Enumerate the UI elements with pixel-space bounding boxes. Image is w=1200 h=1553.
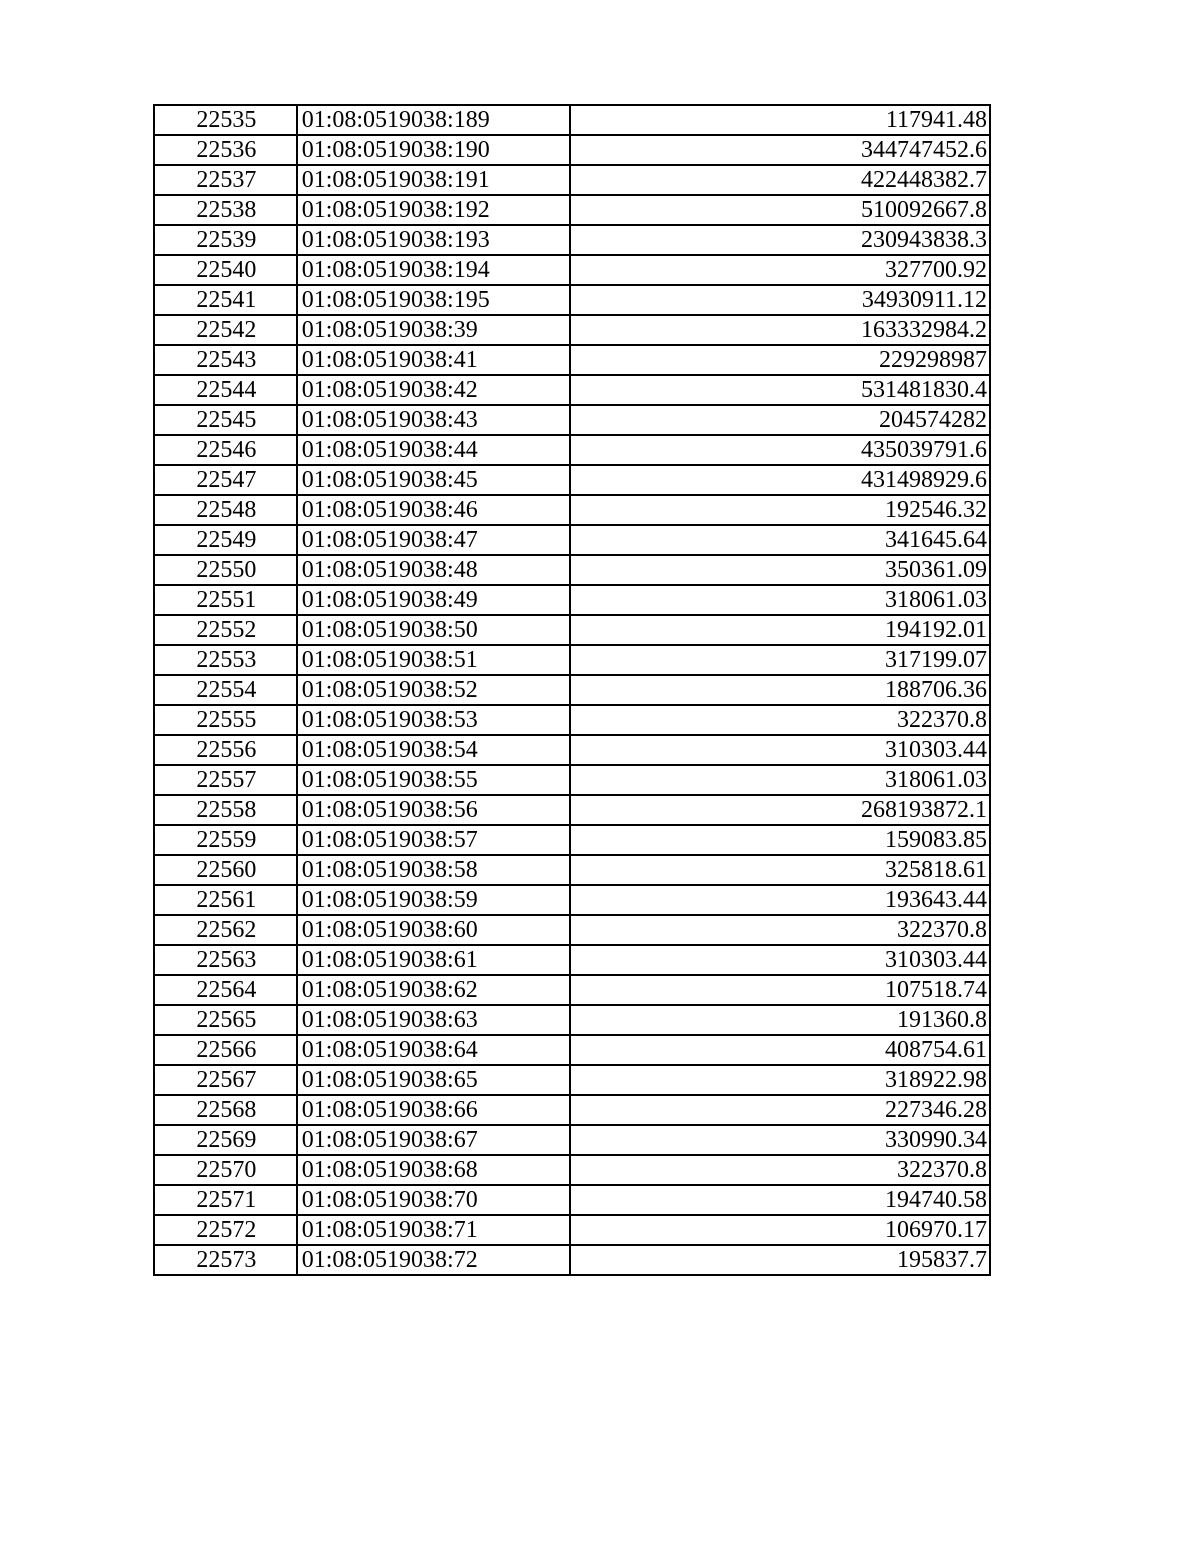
row-number-cell: 22565	[154, 1005, 297, 1035]
table-row	[154, 555, 990, 585]
value-cell: 310303.44	[570, 735, 990, 765]
value-cell: 106970.17	[570, 1215, 990, 1245]
cadastral-number-cell: 01:08:0519038:59	[297, 885, 570, 915]
value-cell: 195837.7	[570, 1245, 990, 1275]
value-cell: 344747452.6	[570, 135, 990, 165]
value-cell: 327700.92	[570, 255, 990, 285]
cadastral-number-cell: 01:08:0519038:60	[297, 915, 570, 945]
table-row	[154, 495, 990, 525]
row-number-cell: 22570	[154, 1155, 297, 1185]
cadastral-number-cell: 01:08:0519038:54	[297, 735, 570, 765]
value-cell: 322370.8	[570, 915, 990, 945]
value-cell: 422448382.7	[570, 165, 990, 195]
row-number-cell: 22538	[154, 195, 297, 225]
row-number-cell: 22541	[154, 285, 297, 315]
row-number-cell: 22573	[154, 1245, 297, 1275]
table-row	[154, 225, 990, 255]
table-row	[154, 645, 990, 675]
cadastral-number-cell: 01:08:0519038:190	[297, 135, 570, 165]
row-number-cell: 22569	[154, 1125, 297, 1155]
value-cell: 117941.48	[570, 105, 990, 135]
cadastral-number-cell: 01:08:0519038:55	[297, 765, 570, 795]
table-row	[154, 165, 990, 195]
cadastral-number-cell: 01:08:0519038:192	[297, 195, 570, 225]
cadastral-number-cell: 01:08:0519038:194	[297, 255, 570, 285]
row-number-cell: 22555	[154, 705, 297, 735]
table-row	[154, 975, 990, 1005]
table-row	[154, 1185, 990, 1215]
row-number-cell: 22554	[154, 675, 297, 705]
value-cell: 435039791.6	[570, 435, 990, 465]
table-row	[154, 1155, 990, 1185]
row-number-cell: 22548	[154, 495, 297, 525]
row-number-cell: 22537	[154, 165, 297, 195]
table-row	[154, 285, 990, 315]
cadastral-number-cell: 01:08:0519038:44	[297, 435, 570, 465]
value-cell: 531481830.4	[570, 375, 990, 405]
cadastral-number-cell: 01:08:0519038:49	[297, 585, 570, 615]
value-cell: 431498929.6	[570, 465, 990, 495]
cadastral-number-cell: 01:08:0519038:189	[297, 105, 570, 135]
table-row	[154, 195, 990, 225]
table-row	[154, 855, 990, 885]
row-number-cell: 22551	[154, 585, 297, 615]
table-row	[154, 945, 990, 975]
table-row	[154, 825, 990, 855]
cadastral-number-cell: 01:08:0519038:68	[297, 1155, 570, 1185]
value-cell: 204574282	[570, 405, 990, 435]
cadastral-number-cell: 01:08:0519038:191	[297, 165, 570, 195]
cadastral-number-cell: 01:08:0519038:42	[297, 375, 570, 405]
value-cell: 318061.03	[570, 585, 990, 615]
table-row	[154, 1245, 990, 1275]
cadastral-number-cell: 01:08:0519038:57	[297, 825, 570, 855]
row-number-cell: 22571	[154, 1185, 297, 1215]
value-cell: 194740.58	[570, 1185, 990, 1215]
value-cell: 318922.98	[570, 1065, 990, 1095]
table-row	[154, 135, 990, 165]
row-number-cell: 22562	[154, 915, 297, 945]
cadastral-number-cell: 01:08:0519038:64	[297, 1035, 570, 1065]
value-cell: 191360.8	[570, 1005, 990, 1035]
table-row	[154, 585, 990, 615]
table-row	[154, 1215, 990, 1245]
table-row	[154, 1065, 990, 1095]
table-row	[154, 465, 990, 495]
table-row	[154, 885, 990, 915]
cadastral-number-cell: 01:08:0519038:50	[297, 615, 570, 645]
value-cell: 193643.44	[570, 885, 990, 915]
value-cell: 510092667.8	[570, 195, 990, 225]
cadastral-number-cell: 01:08:0519038:48	[297, 555, 570, 585]
cadastral-number-cell: 01:08:0519038:47	[297, 525, 570, 555]
row-number-cell: 22542	[154, 315, 297, 345]
row-number-cell: 22568	[154, 1095, 297, 1125]
value-cell: 408754.61	[570, 1035, 990, 1065]
row-number-cell: 22563	[154, 945, 297, 975]
row-number-cell: 22535	[154, 105, 297, 135]
value-cell: 322370.8	[570, 705, 990, 735]
row-number-cell: 22559	[154, 825, 297, 855]
cadastral-number-cell: 01:08:0519038:195	[297, 285, 570, 315]
value-cell: 341645.64	[570, 525, 990, 555]
table-body	[154, 105, 990, 1275]
cadastral-number-cell: 01:08:0519038:41	[297, 345, 570, 375]
row-number-cell: 22556	[154, 735, 297, 765]
value-cell: 227346.28	[570, 1095, 990, 1125]
value-cell: 268193872.1	[570, 795, 990, 825]
row-number-cell: 22536	[154, 135, 297, 165]
cadastral-number-cell: 01:08:0519038:193	[297, 225, 570, 255]
row-number-cell: 22550	[154, 555, 297, 585]
cadastral-number-cell: 01:08:0519038:56	[297, 795, 570, 825]
row-number-cell: 22549	[154, 525, 297, 555]
cadastral-number-cell: 01:08:0519038:67	[297, 1125, 570, 1155]
row-number-cell: 22566	[154, 1035, 297, 1065]
cadastral-number-cell: 01:08:0519038:63	[297, 1005, 570, 1035]
table-row	[154, 405, 990, 435]
value-cell: 322370.8	[570, 1155, 990, 1185]
table-row	[154, 915, 990, 945]
row-number-cell: 22572	[154, 1215, 297, 1245]
value-cell: 325818.61	[570, 855, 990, 885]
table-row	[154, 675, 990, 705]
row-number-cell: 22540	[154, 255, 297, 285]
value-cell: 350361.09	[570, 555, 990, 585]
value-cell: 159083.85	[570, 825, 990, 855]
value-cell: 163332984.2	[570, 315, 990, 345]
row-number-cell: 22543	[154, 345, 297, 375]
value-cell: 230943838.3	[570, 225, 990, 255]
row-number-cell: 22547	[154, 465, 297, 495]
table-row	[154, 1005, 990, 1035]
cadastral-number-cell: 01:08:0519038:53	[297, 705, 570, 735]
row-number-cell: 22546	[154, 435, 297, 465]
row-number-cell: 22560	[154, 855, 297, 885]
value-cell: 310303.44	[570, 945, 990, 975]
cadastral-number-cell: 01:08:0519038:51	[297, 645, 570, 675]
value-cell: 229298987	[570, 345, 990, 375]
row-number-cell: 22557	[154, 765, 297, 795]
value-cell: 330990.34	[570, 1125, 990, 1155]
cadastral-number-cell: 01:08:0519038:70	[297, 1185, 570, 1215]
cadastral-number-cell: 01:08:0519038:52	[297, 675, 570, 705]
row-number-cell: 22564	[154, 975, 297, 1005]
cadastral-number-cell: 01:08:0519038:46	[297, 495, 570, 525]
table-row	[154, 375, 990, 405]
table-row	[154, 105, 990, 135]
row-number-cell: 22561	[154, 885, 297, 915]
table-row	[154, 795, 990, 825]
table-row	[154, 765, 990, 795]
table-row	[154, 525, 990, 555]
table-row	[154, 315, 990, 345]
row-number-cell: 22558	[154, 795, 297, 825]
value-cell: 318061.03	[570, 765, 990, 795]
value-cell: 192546.32	[570, 495, 990, 525]
row-number-cell: 22544	[154, 375, 297, 405]
cadastral-number-cell: 01:08:0519038:72	[297, 1245, 570, 1275]
cadastral-number-cell: 01:08:0519038:39	[297, 315, 570, 345]
value-cell: 194192.01	[570, 615, 990, 645]
cadastral-number-cell: 01:08:0519038:71	[297, 1215, 570, 1245]
data-table	[153, 104, 991, 1276]
table-row	[154, 1035, 990, 1065]
row-number-cell: 22553	[154, 645, 297, 675]
table-row	[154, 345, 990, 375]
row-number-cell: 22545	[154, 405, 297, 435]
cadastral-number-cell: 01:08:0519038:45	[297, 465, 570, 495]
cadastral-number-cell: 01:08:0519038:65	[297, 1065, 570, 1095]
cadastral-number-cell: 01:08:0519038:66	[297, 1095, 570, 1125]
table-row	[154, 615, 990, 645]
value-cell: 188706.36	[570, 675, 990, 705]
table-row	[154, 735, 990, 765]
cadastral-number-cell: 01:08:0519038:61	[297, 945, 570, 975]
row-number-cell: 22539	[154, 225, 297, 255]
table-row	[154, 1095, 990, 1125]
value-cell: 34930911.12	[570, 285, 990, 315]
row-number-cell: 22552	[154, 615, 297, 645]
value-cell: 107518.74	[570, 975, 990, 1005]
table-row	[154, 255, 990, 285]
value-cell: 317199.07	[570, 645, 990, 675]
table-row	[154, 1125, 990, 1155]
cadastral-number-cell: 01:08:0519038:62	[297, 975, 570, 1005]
row-number-cell: 22567	[154, 1065, 297, 1095]
cadastral-number-cell: 01:08:0519038:43	[297, 405, 570, 435]
table-row	[154, 705, 990, 735]
cadastral-number-cell: 01:08:0519038:58	[297, 855, 570, 885]
table-row	[154, 435, 990, 465]
